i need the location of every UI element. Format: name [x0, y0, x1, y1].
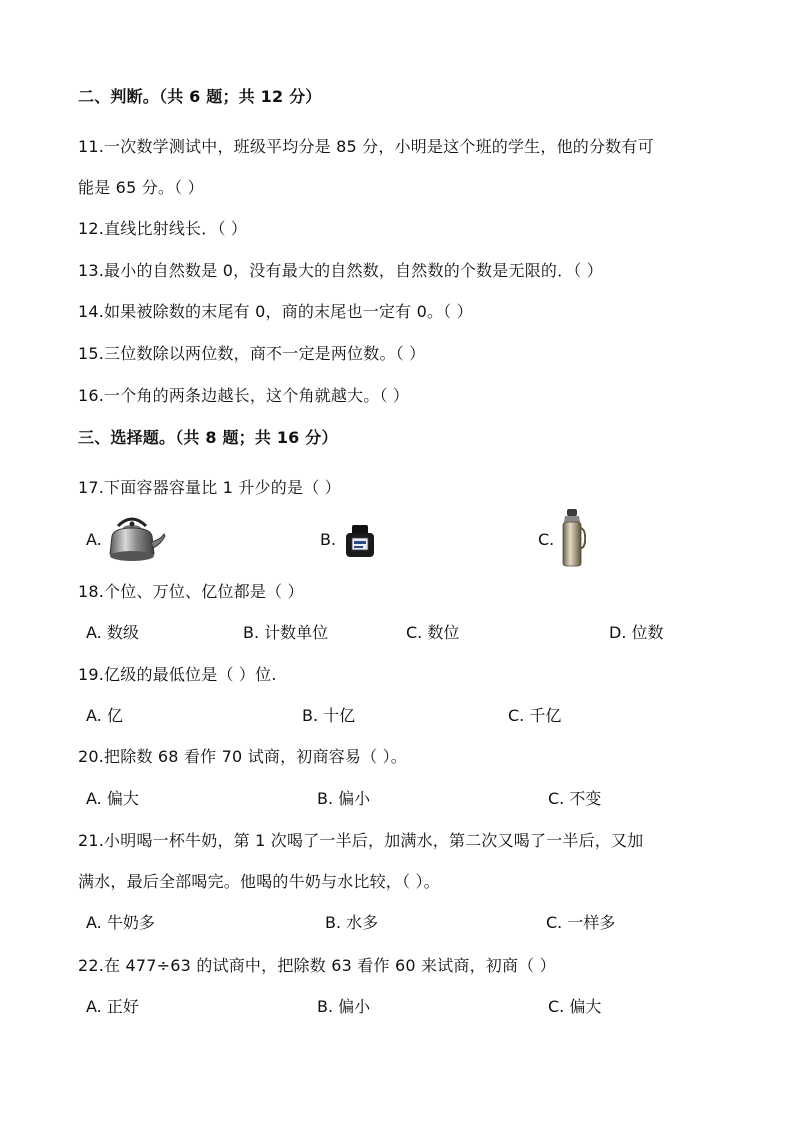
question-18: 18.个位、万位、亿位都是（ ） [78, 582, 304, 601]
question-11-line-2: 能是 65 分。（ ） [78, 178, 204, 197]
question-21-line-1: 21.小明喝一杯牛奶，第 1 次喝了一半后，加满水，第二次又喝了一半后，又加 [78, 831, 644, 850]
option-19-b: B. 十亿 [302, 706, 356, 725]
question-19: 19.亿级的最低位是（ ）位. [78, 665, 277, 684]
question-20: 20.把除数 68 看作 70 试商，初商容易（ ）。 [78, 747, 407, 766]
question-15: 15.三位数除以两位数，商不一定是两位数。（ ） [78, 344, 426, 363]
kettle-icon [104, 512, 166, 564]
option-19-a: A. 亿 [86, 706, 123, 725]
question-14: 14.如果被除数的末尾有 0，商的末尾也一定有 0。（ ） [78, 302, 473, 321]
option-18-d: D. 位数 [609, 623, 664, 642]
question-11-line-1: 11.一次数学测试中，班级平均分是 85 分，小明是这个班的学生，他的分数有可 [78, 137, 654, 156]
option-17-c: C. [538, 530, 555, 549]
question-22: 22.在 477÷63 的试商中，把除数 63 看作 60 来试商，初商（ ） [78, 956, 556, 975]
ink-bottle-icon [343, 523, 377, 559]
option-21-b: B. 水多 [325, 913, 379, 932]
thermos-icon [558, 508, 586, 568]
section-heading-judge: 二、判断。（共 6 题；共 12 分） [78, 87, 322, 106]
option-17-a: A. [86, 530, 102, 549]
option-18-a: A. 数级 [86, 623, 139, 642]
option-22-b: B. 偏小 [317, 997, 371, 1016]
option-21-c: C. 一样多 [546, 913, 616, 932]
section-heading-choice: 三、选择题。（共 8 题；共 16 分） [78, 428, 338, 447]
option-22-c: C. 偏大 [548, 997, 602, 1016]
question-16: 16.一个角的两条边越长，这个角就越大。（ ） [78, 386, 410, 405]
question-21-line-2: 满水，最后全部喝完。他喝的牛奶与水比较，（ ）。 [78, 872, 440, 891]
option-18-c: C. 数位 [406, 623, 460, 642]
option-17-b: B. [320, 530, 337, 549]
option-19-c: C. 千亿 [508, 706, 562, 725]
option-20-c: C. 不变 [548, 789, 602, 808]
option-20-a: A. 偏大 [86, 789, 139, 808]
option-18-b: B. 计数单位 [243, 623, 329, 642]
question-12: 12.直线比射线长．（ ） [78, 219, 248, 238]
option-22-a: A. 正好 [86, 997, 139, 1016]
option-21-a: A. 牛奶多 [86, 913, 155, 932]
question-17: 17.下面容器容量比 1 升少的是（ ） [78, 478, 341, 497]
option-20-b: B. 偏小 [317, 789, 371, 808]
question-13: 13.最小的自然数是 0，没有最大的自然数，自然数的个数是无限的．（ ） [78, 261, 603, 280]
